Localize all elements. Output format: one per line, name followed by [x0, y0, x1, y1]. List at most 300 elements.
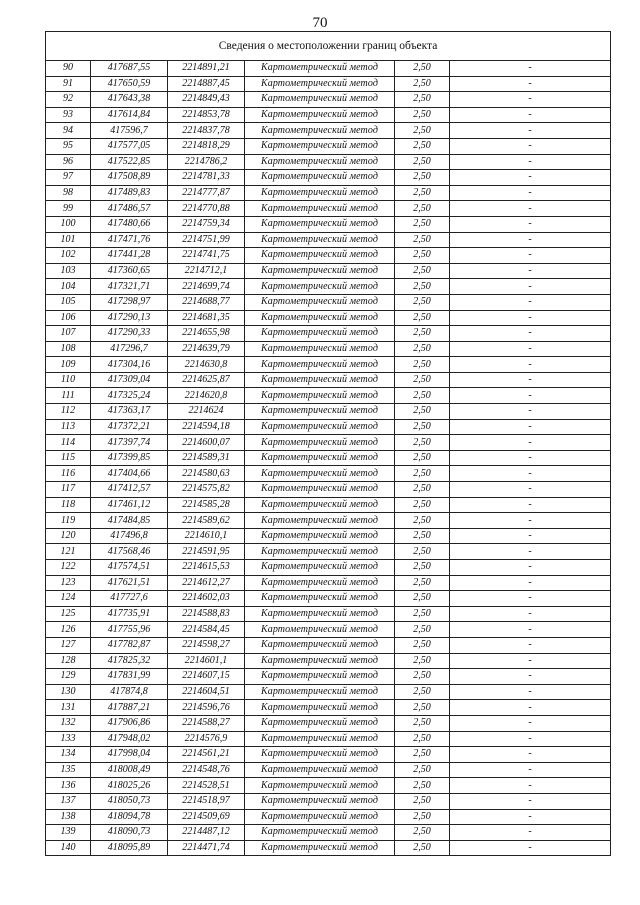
accuracy-cell: 2,50	[395, 622, 450, 638]
method-cell: Картометрический метод	[245, 809, 395, 825]
point-number-cell: 139	[46, 825, 91, 841]
method-cell: Картометрический метод	[245, 793, 395, 809]
accuracy-cell: 2,50	[395, 388, 450, 404]
y-coordinate-cell: 2214518,97	[168, 793, 245, 809]
x-coordinate-cell: 417568,46	[91, 544, 168, 560]
point-number-cell: 107	[46, 326, 91, 342]
point-number-cell: 140	[46, 840, 91, 856]
point-number-cell: 133	[46, 731, 91, 747]
accuracy-cell: 2,50	[395, 591, 450, 607]
description-cell: -	[450, 107, 611, 123]
table-row	[46, 669, 611, 685]
y-coordinate-cell: 2214598,27	[168, 637, 245, 653]
x-coordinate-cell: 417621,51	[91, 575, 168, 591]
point-number-cell: 94	[46, 123, 91, 139]
description-cell: -	[450, 809, 611, 825]
point-number-cell: 96	[46, 154, 91, 170]
x-coordinate-cell: 418025,26	[91, 778, 168, 794]
accuracy-cell: 2,50	[395, 248, 450, 264]
table-row	[46, 747, 611, 763]
table-row	[46, 544, 611, 560]
accuracy-cell: 2,50	[395, 76, 450, 92]
description-cell: -	[450, 747, 611, 763]
description-cell: -	[450, 778, 611, 794]
table-row	[46, 466, 611, 482]
accuracy-cell: 2,50	[395, 809, 450, 825]
accuracy-cell: 2,50	[395, 560, 450, 576]
accuracy-cell: 2,50	[395, 61, 450, 77]
x-coordinate-cell: 417906,86	[91, 715, 168, 731]
y-coordinate-cell: 2214588,27	[168, 715, 245, 731]
accuracy-cell: 2,50	[395, 123, 450, 139]
method-cell: Картометрический метод	[245, 185, 395, 201]
accuracy-cell: 2,50	[395, 310, 450, 326]
method-cell: Картометрический метод	[245, 731, 395, 747]
x-coordinate-cell: 417461,12	[91, 497, 168, 513]
table-row	[46, 216, 611, 232]
description-cell: -	[450, 715, 611, 731]
table-row	[46, 388, 611, 404]
y-coordinate-cell: 2214607,15	[168, 669, 245, 685]
accuracy-cell: 2,50	[395, 637, 450, 653]
y-coordinate-cell: 2214887,45	[168, 76, 245, 92]
table-row	[46, 170, 611, 186]
method-cell: Картометрический метод	[245, 606, 395, 622]
point-number-cell: 127	[46, 637, 91, 653]
description-cell: -	[450, 123, 611, 139]
y-coordinate-cell: 2214624	[168, 404, 245, 420]
x-coordinate-cell: 417874,8	[91, 684, 168, 700]
method-cell: Картометрический метод	[245, 138, 395, 154]
method-cell: Картометрический метод	[245, 170, 395, 186]
x-coordinate-cell: 417363,17	[91, 404, 168, 420]
x-coordinate-cell: 417496,8	[91, 528, 168, 544]
y-coordinate-cell: 2214471,74	[168, 840, 245, 856]
x-coordinate-cell: 417399,85	[91, 450, 168, 466]
table-row	[46, 560, 611, 576]
accuracy-cell: 2,50	[395, 419, 450, 435]
accuracy-cell: 2,50	[395, 201, 450, 217]
point-number-cell: 118	[46, 497, 91, 513]
table-row	[46, 482, 611, 498]
point-number-cell: 135	[46, 762, 91, 778]
accuracy-cell: 2,50	[395, 731, 450, 747]
description-cell: -	[450, 154, 611, 170]
description-cell: -	[450, 279, 611, 295]
y-coordinate-cell: 2214487,12	[168, 825, 245, 841]
y-coordinate-cell: 2214818,29	[168, 138, 245, 154]
point-number-cell: 129	[46, 669, 91, 685]
y-coordinate-cell: 2214594,18	[168, 419, 245, 435]
table-row	[46, 357, 611, 373]
x-coordinate-cell: 417360,65	[91, 263, 168, 279]
y-coordinate-cell: 2214576,9	[168, 731, 245, 747]
y-coordinate-cell: 2214528,51	[168, 778, 245, 794]
description-cell: -	[450, 840, 611, 856]
point-number-cell: 120	[46, 528, 91, 544]
accuracy-cell: 2,50	[395, 326, 450, 342]
y-coordinate-cell: 2214591,95	[168, 544, 245, 560]
description-cell: -	[450, 310, 611, 326]
point-number-cell: 111	[46, 388, 91, 404]
description-cell: -	[450, 450, 611, 466]
method-cell: Картометрический метод	[245, 294, 395, 310]
description-cell: -	[450, 482, 611, 498]
x-coordinate-cell: 417782,87	[91, 637, 168, 653]
x-coordinate-cell: 417441,28	[91, 248, 168, 264]
y-coordinate-cell: 2214509,69	[168, 809, 245, 825]
table-row	[46, 372, 611, 388]
x-coordinate-cell: 417574,51	[91, 560, 168, 576]
accuracy-cell: 2,50	[395, 341, 450, 357]
point-number-cell: 126	[46, 622, 91, 638]
x-coordinate-cell: 417412,57	[91, 482, 168, 498]
point-number-cell: 128	[46, 653, 91, 669]
table-row	[46, 700, 611, 716]
x-coordinate-cell: 417486,57	[91, 201, 168, 217]
point-number-cell: 124	[46, 591, 91, 607]
y-coordinate-cell: 2214837,78	[168, 123, 245, 139]
accuracy-cell: 2,50	[395, 107, 450, 123]
x-coordinate-cell: 417325,24	[91, 388, 168, 404]
accuracy-cell: 2,50	[395, 404, 450, 420]
y-coordinate-cell: 2214588,83	[168, 606, 245, 622]
method-cell: Картометрический метод	[245, 825, 395, 841]
method-cell: Картометрический метод	[245, 482, 395, 498]
x-coordinate-cell: 417596,7	[91, 123, 168, 139]
x-coordinate-cell: 417727,6	[91, 591, 168, 607]
description-cell: -	[450, 138, 611, 154]
table-row	[46, 840, 611, 856]
table-row	[46, 248, 611, 264]
point-number-cell: 116	[46, 466, 91, 482]
description-cell: -	[450, 622, 611, 638]
x-coordinate-cell: 417480,66	[91, 216, 168, 232]
point-number-cell: 99	[46, 201, 91, 217]
table-row	[46, 435, 611, 451]
point-number-cell: 113	[46, 419, 91, 435]
method-cell: Картометрический метод	[245, 123, 395, 139]
x-coordinate-cell: 418094,78	[91, 809, 168, 825]
description-cell: -	[450, 232, 611, 248]
table-row	[46, 419, 611, 435]
x-coordinate-cell: 417309,04	[91, 372, 168, 388]
point-number-cell: 115	[46, 450, 91, 466]
accuracy-cell: 2,50	[395, 450, 450, 466]
y-coordinate-cell: 2214601,1	[168, 653, 245, 669]
method-cell: Картометрический метод	[245, 684, 395, 700]
accuracy-cell: 2,50	[395, 669, 450, 685]
y-coordinate-cell: 2214741,75	[168, 248, 245, 264]
point-number-cell: 93	[46, 107, 91, 123]
table-row	[46, 185, 611, 201]
accuracy-cell: 2,50	[395, 684, 450, 700]
point-number-cell: 101	[46, 232, 91, 248]
method-cell: Картометрический метод	[245, 700, 395, 716]
y-coordinate-cell: 2214891,21	[168, 61, 245, 77]
accuracy-cell: 2,50	[395, 747, 450, 763]
y-coordinate-cell: 2214612,27	[168, 575, 245, 591]
y-coordinate-cell: 2214561,21	[168, 747, 245, 763]
x-coordinate-cell: 417522,85	[91, 154, 168, 170]
x-coordinate-cell: 417321,71	[91, 279, 168, 295]
description-cell: -	[450, 341, 611, 357]
accuracy-cell: 2,50	[395, 357, 450, 373]
x-coordinate-cell: 417577,05	[91, 138, 168, 154]
y-coordinate-cell: 2214770,88	[168, 201, 245, 217]
x-coordinate-cell: 417290,13	[91, 310, 168, 326]
point-number-cell: 114	[46, 435, 91, 451]
x-coordinate-cell: 417650,59	[91, 76, 168, 92]
y-coordinate-cell: 2214751,99	[168, 232, 245, 248]
point-number-cell: 108	[46, 341, 91, 357]
x-coordinate-cell: 417372,21	[91, 419, 168, 435]
description-cell: -	[450, 653, 611, 669]
table-row	[46, 762, 611, 778]
description-cell: -	[450, 497, 611, 513]
method-cell: Картометрический метод	[245, 232, 395, 248]
description-cell: -	[450, 216, 611, 232]
point-number-cell: 131	[46, 700, 91, 716]
description-cell: -	[450, 61, 611, 77]
y-coordinate-cell: 2214777,87	[168, 185, 245, 201]
method-cell: Картометрический метод	[245, 544, 395, 560]
y-coordinate-cell: 2214580,63	[168, 466, 245, 482]
point-number-cell: 110	[46, 372, 91, 388]
y-coordinate-cell: 2214699,74	[168, 279, 245, 295]
x-coordinate-cell: 417304,16	[91, 357, 168, 373]
x-coordinate-cell: 417998,04	[91, 747, 168, 763]
point-number-cell: 121	[46, 544, 91, 560]
y-coordinate-cell: 2214681,35	[168, 310, 245, 326]
point-number-cell: 138	[46, 809, 91, 825]
x-coordinate-cell: 417489,83	[91, 185, 168, 201]
table-row	[46, 497, 611, 513]
accuracy-cell: 2,50	[395, 232, 450, 248]
point-number-cell: 92	[46, 92, 91, 108]
point-number-cell: 125	[46, 606, 91, 622]
x-coordinate-cell: 417471,76	[91, 232, 168, 248]
x-coordinate-cell: 418090,73	[91, 825, 168, 841]
x-coordinate-cell: 418008,49	[91, 762, 168, 778]
table-row	[46, 107, 611, 123]
method-cell: Картометрический метод	[245, 419, 395, 435]
y-coordinate-cell: 2214759,34	[168, 216, 245, 232]
table-row	[46, 404, 611, 420]
method-cell: Картометрический метод	[245, 404, 395, 420]
point-number-cell: 104	[46, 279, 91, 295]
x-coordinate-cell: 417404,66	[91, 466, 168, 482]
description-cell: -	[450, 248, 611, 264]
accuracy-cell: 2,50	[395, 185, 450, 201]
y-coordinate-cell: 2214585,28	[168, 497, 245, 513]
x-coordinate-cell: 417887,21	[91, 700, 168, 716]
description-cell: -	[450, 185, 611, 201]
point-number-cell: 134	[46, 747, 91, 763]
method-cell: Картометрический метод	[245, 388, 395, 404]
point-number-cell: 105	[46, 294, 91, 310]
table-row	[46, 61, 611, 77]
method-cell: Картометрический метод	[245, 466, 395, 482]
description-cell: -	[450, 637, 611, 653]
description-cell: -	[450, 357, 611, 373]
table-title-row	[46, 32, 611, 61]
method-cell: Картометрический метод	[245, 435, 395, 451]
accuracy-cell: 2,50	[395, 372, 450, 388]
method-cell: Картометрический метод	[245, 513, 395, 529]
accuracy-cell: 2,50	[395, 575, 450, 591]
accuracy-cell: 2,50	[395, 92, 450, 108]
table-row	[46, 528, 611, 544]
point-number-cell: 102	[46, 248, 91, 264]
method-cell: Картометрический метод	[245, 61, 395, 77]
table-row	[46, 450, 611, 466]
table-row	[46, 76, 611, 92]
table-row	[46, 92, 611, 108]
point-number-cell: 132	[46, 715, 91, 731]
x-coordinate-cell: 417755,96	[91, 622, 168, 638]
x-coordinate-cell: 418050,73	[91, 793, 168, 809]
method-cell: Картометрический метод	[245, 591, 395, 607]
x-coordinate-cell: 417643,38	[91, 92, 168, 108]
y-coordinate-cell: 2214655,98	[168, 326, 245, 342]
accuracy-cell: 2,50	[395, 138, 450, 154]
method-cell: Картометрический метод	[245, 263, 395, 279]
table-row	[46, 154, 611, 170]
y-coordinate-cell: 2214853,78	[168, 107, 245, 123]
y-coordinate-cell: 2214575,82	[168, 482, 245, 498]
boundary-coordinates-table	[45, 31, 611, 856]
x-coordinate-cell: 417948,02	[91, 731, 168, 747]
point-number-cell: 103	[46, 263, 91, 279]
description-cell: -	[450, 294, 611, 310]
accuracy-cell: 2,50	[395, 154, 450, 170]
method-cell: Картометрический метод	[245, 326, 395, 342]
table-row	[46, 123, 611, 139]
method-cell: Картометрический метод	[245, 92, 395, 108]
description-cell: -	[450, 388, 611, 404]
accuracy-cell: 2,50	[395, 700, 450, 716]
accuracy-cell: 2,50	[395, 170, 450, 186]
accuracy-cell: 2,50	[395, 466, 450, 482]
table-row	[46, 279, 611, 295]
description-cell: -	[450, 762, 611, 778]
method-cell: Картометрический метод	[245, 778, 395, 794]
page-number: 70	[312, 15, 328, 31]
point-number-cell: 112	[46, 404, 91, 420]
point-number-cell: 90	[46, 61, 91, 77]
description-cell: -	[450, 435, 611, 451]
table-row	[46, 201, 611, 217]
point-number-cell: 97	[46, 170, 91, 186]
table-row	[46, 731, 611, 747]
y-coordinate-cell: 2214625,87	[168, 372, 245, 388]
table-title: Сведения о местоположении границ объекта	[46, 32, 611, 61]
accuracy-cell: 2,50	[395, 216, 450, 232]
description-cell: -	[450, 528, 611, 544]
point-number-cell: 136	[46, 778, 91, 794]
y-coordinate-cell: 2214604,51	[168, 684, 245, 700]
method-cell: Картометрический метод	[245, 357, 395, 373]
method-cell: Картометрический метод	[245, 107, 395, 123]
point-number-cell: 98	[46, 185, 91, 201]
method-cell: Картометрический метод	[245, 622, 395, 638]
table-row	[46, 606, 611, 622]
y-coordinate-cell: 2214600,07	[168, 435, 245, 451]
method-cell: Картометрический метод	[245, 715, 395, 731]
description-cell: -	[450, 76, 611, 92]
method-cell: Картометрический метод	[245, 248, 395, 264]
method-cell: Картометрический метод	[245, 840, 395, 856]
point-number-cell: 95	[46, 138, 91, 154]
x-coordinate-cell: 417298,97	[91, 294, 168, 310]
accuracy-cell: 2,50	[395, 793, 450, 809]
description-cell: -	[450, 404, 611, 420]
accuracy-cell: 2,50	[395, 263, 450, 279]
description-cell: -	[450, 606, 611, 622]
table-row	[46, 653, 611, 669]
x-coordinate-cell: 417687,55	[91, 61, 168, 77]
accuracy-cell: 2,50	[395, 279, 450, 295]
method-cell: Картометрический метод	[245, 747, 395, 763]
point-number-cell: 119	[46, 513, 91, 529]
description-cell: -	[450, 544, 611, 560]
method-cell: Картометрический метод	[245, 637, 395, 653]
y-coordinate-cell: 2214688,77	[168, 294, 245, 310]
table-row	[46, 825, 611, 841]
table-row	[46, 809, 611, 825]
method-cell: Картометрический метод	[245, 372, 395, 388]
method-cell: Картометрический метод	[245, 653, 395, 669]
x-coordinate-cell: 417397,74	[91, 435, 168, 451]
accuracy-cell: 2,50	[395, 778, 450, 794]
x-coordinate-cell: 417296,7	[91, 341, 168, 357]
table-row	[46, 326, 611, 342]
description-cell: -	[450, 201, 611, 217]
accuracy-cell: 2,50	[395, 294, 450, 310]
method-cell: Картометрический метод	[245, 450, 395, 466]
accuracy-cell: 2,50	[395, 482, 450, 498]
accuracy-cell: 2,50	[395, 762, 450, 778]
table-row	[46, 715, 611, 731]
accuracy-cell: 2,50	[395, 435, 450, 451]
method-cell: Картометрический метод	[245, 762, 395, 778]
point-number-cell: 91	[46, 76, 91, 92]
description-cell: -	[450, 170, 611, 186]
y-coordinate-cell: 2214602,03	[168, 591, 245, 607]
point-number-cell: 122	[46, 560, 91, 576]
y-coordinate-cell: 2214596,76	[168, 700, 245, 716]
description-cell: -	[450, 419, 611, 435]
description-cell: -	[450, 560, 611, 576]
table-row	[46, 294, 611, 310]
point-number-cell: 123	[46, 575, 91, 591]
description-cell: -	[450, 466, 611, 482]
description-cell: -	[450, 575, 611, 591]
method-cell: Картометрический метод	[245, 76, 395, 92]
point-number-cell: 117	[46, 482, 91, 498]
accuracy-cell: 2,50	[395, 497, 450, 513]
y-coordinate-cell: 2214786,2	[168, 154, 245, 170]
y-coordinate-cell: 2214610,1	[168, 528, 245, 544]
method-cell: Картометрический метод	[245, 497, 395, 513]
table-row	[46, 793, 611, 809]
description-cell: -	[450, 513, 611, 529]
y-coordinate-cell: 2214589,31	[168, 450, 245, 466]
description-cell: -	[450, 825, 611, 841]
accuracy-cell: 2,50	[395, 840, 450, 856]
point-number-cell: 109	[46, 357, 91, 373]
